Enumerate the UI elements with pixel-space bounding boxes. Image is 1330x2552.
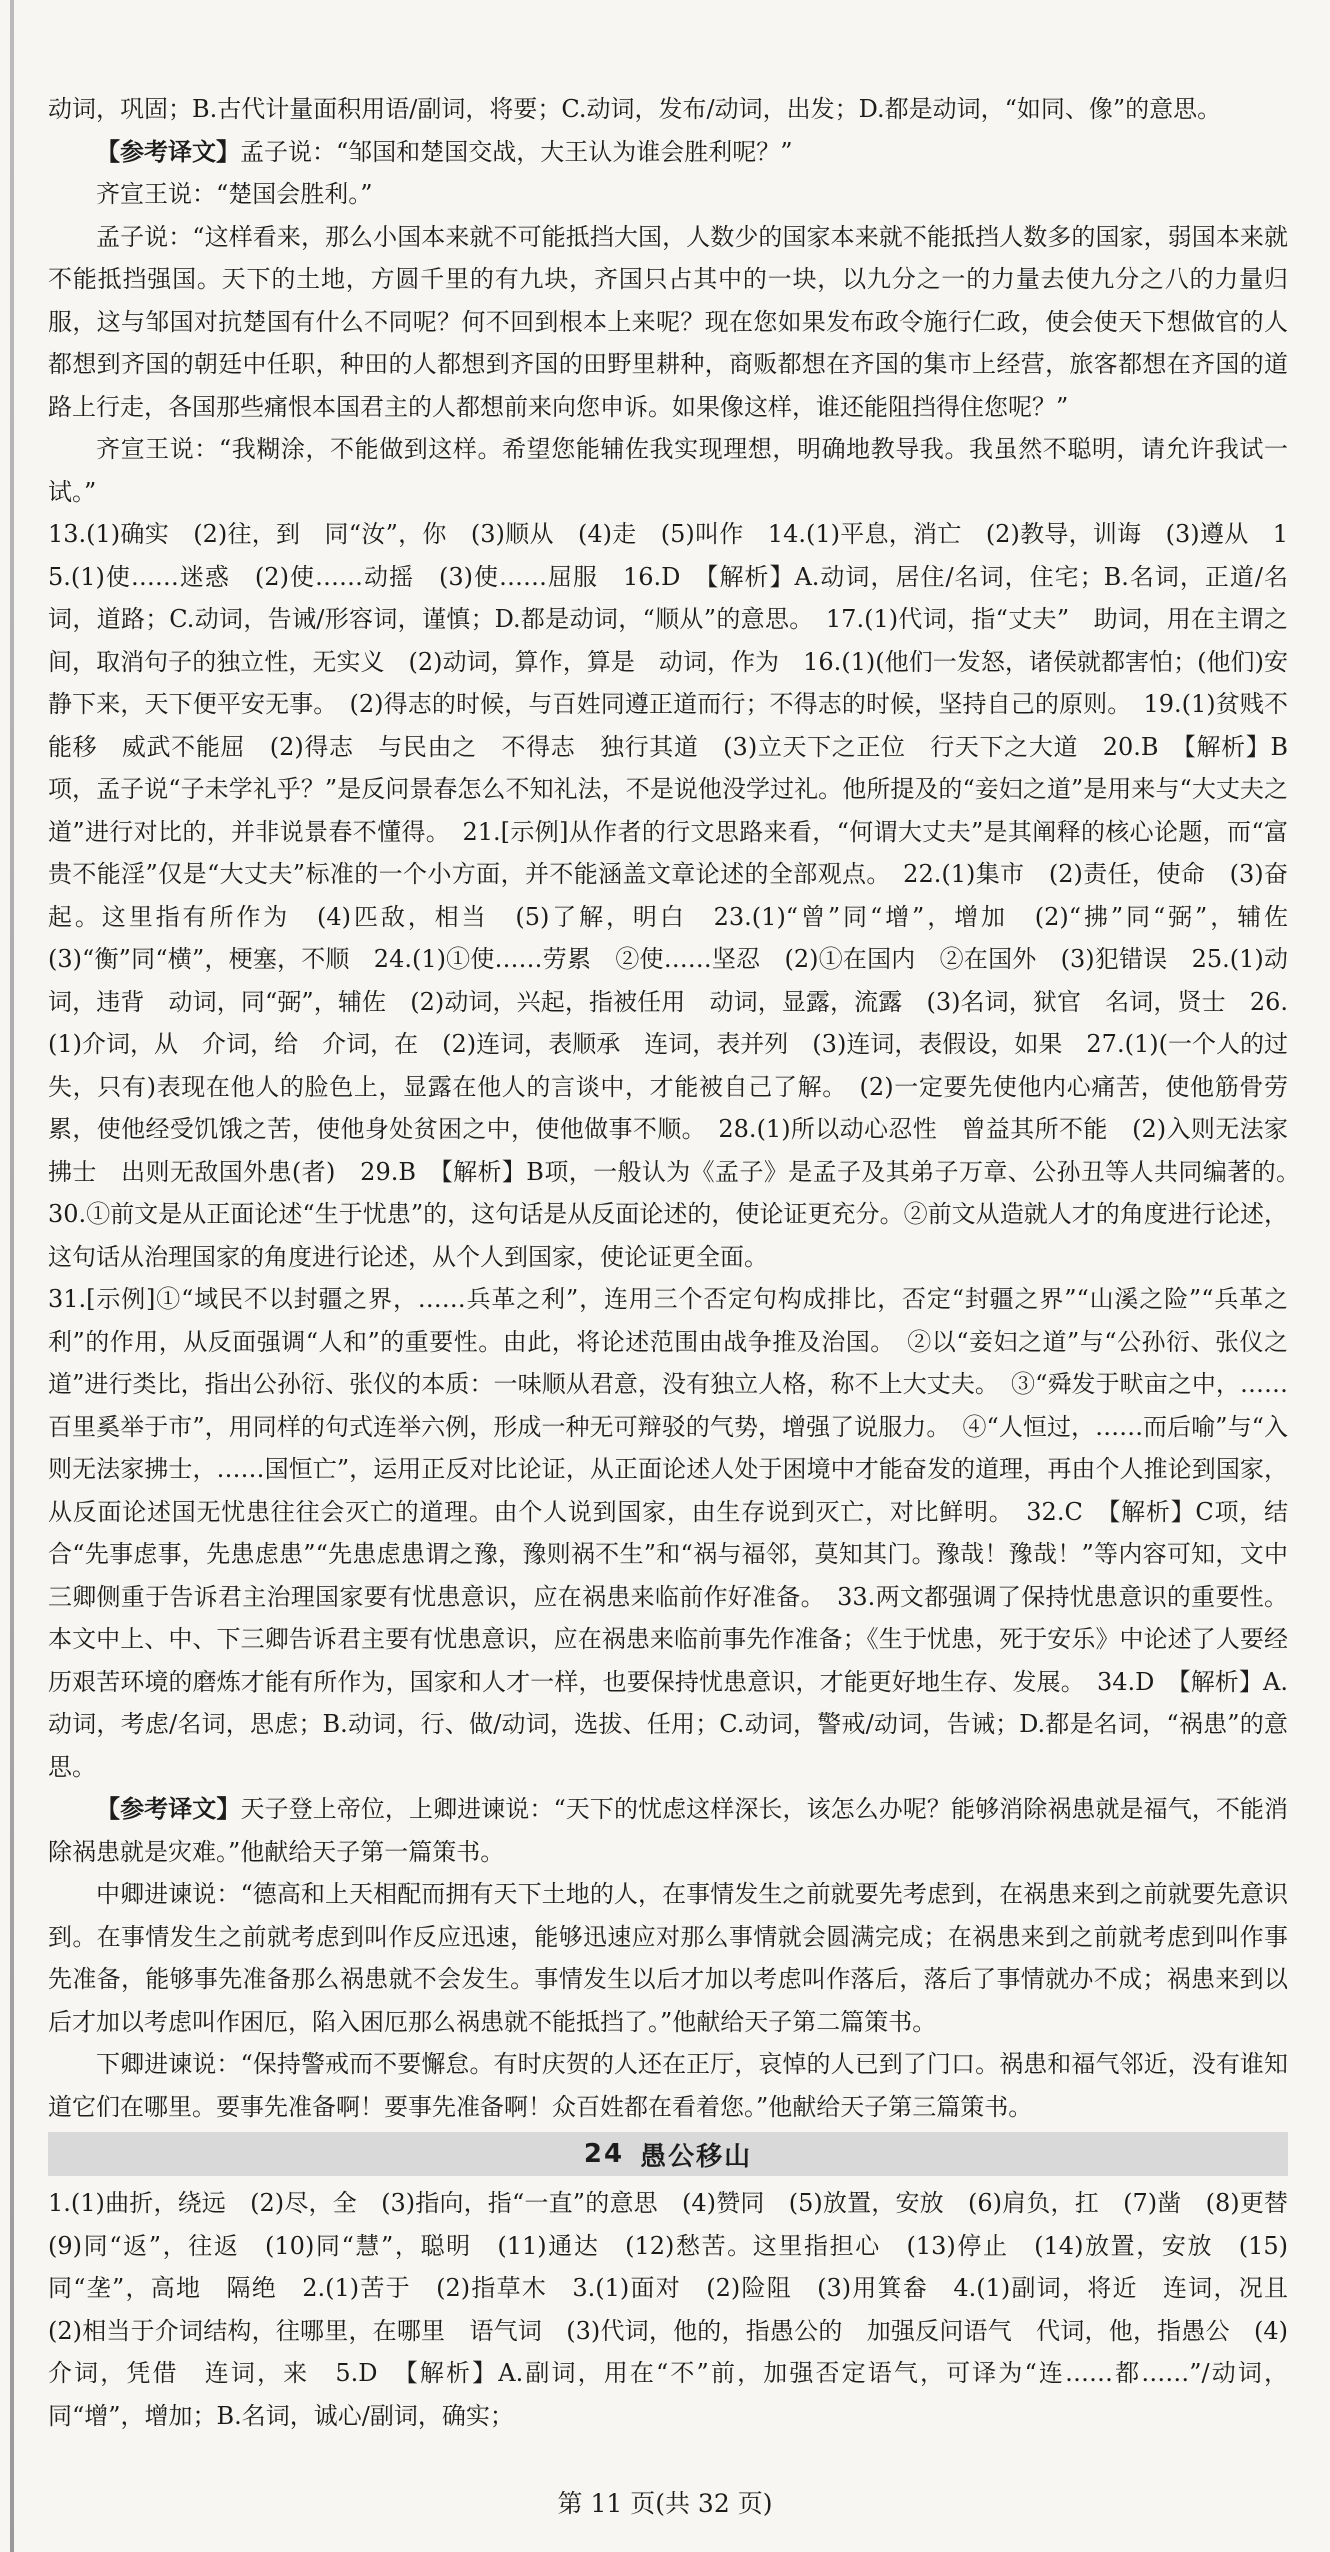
paragraph-text: 天子登上帝位，上卿进谏说：“天下的忧虑这样深长，该怎么办呢？能够消除祸患就是福气，不能消除祸患就是灾难。”他献给天子第一篇策书。 [48,1795,1288,1866]
paragraph [48,88,1288,131]
reference-translation-tag: 【参考译文】 [96,136,240,166]
answer-text-block-bottom [48,2182,1312,2437]
page-edge-line [10,0,14,2552]
paragraph-text: 31.[示例]①“域民不以封疆之界，……兵革之利”，连用三个否定句构成排比，否定“封疆之界”“山溪之险”“兵革之利”的作用，从反面强调“人和”的重要性。由此，将论述范围由战争推及治国。 ②以“妾妇之道”与“公孙衍、张仪之道”进行类比，指出公孙衍、张仪的本质：一味顺从君意，没有独立人格，称不上大丈夫。 ③“舜发于畎亩之中，……百里奚举于市”，用同样的句式连举六例，形成一种无可辩驳的气势，增强了说服力。 ④“人恒过，……而后喻”与“入则无法家拂士，……国恒亡”，运用正反对比论证，从正面论述人处于困境中才能奋发的道理，再由个人推论到国家，从反面论述国无忧患往往会灭亡的道理。由个人说到国家，由生存说到灭亡，对比鲜明。 32.C 【解析】C项，结合“先事虑事，先患虑患”“先患虑患谓之豫，豫则祸不生”和“祸与福邻，莫知其门。豫哉！豫哉！”等内容可知，文中三卿侧重于告诉君主治理国家要有忧患意识，应在祸患来临前作好准备。 33.两文都强调了保持忧患意识的重要性。本文中上、中、下三卿告诉君主要有忧患意识，应在祸患来临前事先作准备；《生于忧患，死于安乐》中论述了人要经历艰苦环境的磨炼才能有所作为，国家和人才一样，也要保持忧患意识，才能更好地生存、发展。 34.D 【解析】A.动词，考虑/名词，思虑；B.动词，行、做/动词，选拔、任用；C.动词，警戒/动词，告诫；D.都是名词，“祸患”的意思。 [48,1285,1288,1781]
reference-translation-tag: 【参考译文】 [96,1794,241,1823]
paragraph [48,131,1288,174]
paragraph [48,2182,1312,2437]
section-title: 愚公移山 [640,2141,753,2172]
paragraph-text: 13.(1)确实 (2)往，到 同“汝”，你 (3)顺从 (4)走 (5)叫作 14.(1)平息，消亡 (2)教导，训诲 (3)遵从 15.(1)使……迷惑 (2)使……动摇 (3)使……屈服 16.D 【解析】A.动词，居住/名词，住宅；B.名词，正道/名词，道路；C.动词，告诫/形容词，谨慎；D.都是动词，“顺从”的意思。 17.(1)代词，指“丈夫” 助词，用在主谓之间，取消句子的独立性，无实义 (2)动词，算作，算是 动词，作为 16.(1)(他们一发怒，诸侯就都害怕；(他们)安静下来，天下便平安无事。 (2)得志的时候，与百姓同遵正道而行；不得志的时候，坚持自己的原则。 19.(1)贫贱不能移 威武不能屈 (2)得志 与民由之 不得志 独行其道 (3)立天下之正位 行天下之大道 20.B 【解析】B项，孟子说“子未学礼乎？”是反问景春怎么不知礼法，不是说他没学过礼。他所提及的“妾妇之道”是用来与“大丈夫之道”进行对比的，并非说景春不懂得。 21.[示例]从作者的行文思路来看，“何谓大丈夫”是其阐释的核心论题，而“富贵不能淫”仅是“大丈夫”标准的一个小方面，并不能涵盖文章论述的全部观点。 22.(1)集市 (2)责任，使命 (3)奋起。这里指有所作为 (4)匹敌，相当 (5)了解，明白 23.(1)“曾”同“增”，增加 (2)“拂”同“弼”，辅佐 (3)“衡”同“横”，梗塞，不顺 24.(1)①使……劳累 ②使……坚忍 (2)①在国内 ②在国外 (3)犯错误 25.(1)动词，违背 动词，同“弼”，辅佐 (2)动词，兴起，指被任用 动词，显露，流露 (3)名词，狱官 名词，贤士 26.(1)介词，从 介词，给 介词，在 (2)连词，表顺承 连词，表并列 (3)连词，表假设，如果 27.(1)(一个人的过失，只有)表现在他人的脸色上，显露在他人的言谈中，才能被自己了解。 (2)一定要先使他内心痛苦，使他筋骨劳累，使他经受饥饿之苦，使他身处贫困之中，使他做事不顺。 28.(1)所以动心忍性 曾益其所不能 (2)入则无法家拂士 出则无敌国外患(者) 29.B 【解析】B项，一般认为《孟子》是孟子及其弟子万章、公孙丑等人共同编著的。 30.①前文是从正面论述“生于忧患”的，这句话是从反面论述的，使论证更充分。②前文从造就人才的角度进行论述，这句话从治理国家的角度进行论述，从个人到国家，使论证更全面。 [48,520,1312,1271]
paragraph-text: 下卿进谏说：“保持警戒而不要懈怠。有时庆贺的人还在正厅，哀悼的人已到了门口。祸患和福气邻近，没有谁知道它们在哪里。要事先准备啊！要事先准备啊！众百姓都在看着您。”他献给天子第三篇策书。 [48,2050,1288,2121]
answer-page [48,88,1312,2437]
paragraph [48,1278,1288,1788]
paragraph [48,1873,1288,2043]
paragraph [48,1788,1288,1873]
paragraph-text: 齐宣王说：“楚国会胜利。” [96,180,373,208]
section-header [48,2132,1288,2176]
answer-text-block-top [48,88,1312,2128]
paragraph [48,428,1288,513]
paragraph-text: 动词，巩固；B.古代计量面积用语/副词，将要；C.动词，发布/动词，出发；D.都是动词，“如同、像”的意思。 [48,95,1222,123]
paragraph-text: 孟子说：“邹国和楚国交战，大王认为谁会胜利呢？” [240,137,793,166]
section-number: 24 [583,2139,625,2169]
paragraph [48,2043,1288,2128]
paragraph [48,173,1288,216]
paragraph-text: 1.(1)曲折，绕远 (2)尽，全 (3)指向，指“一直”的意思 (4)赞同 (5)放置，安放 (6)肩负，扛 (7)凿 (8)更替 (9)同“返”，往返 (10)同“慧”，聪明 (11)通达 (12)愁苦。这里指担心 (13)停止 (14)放置，安放 (15)同“垄”，高地 隔绝 2.(1)苦于 (2)指草木 3.(1)面对 (2)险阻 (3)用箕畚 4.(1)副词，将近 连词，况且 (2)相当于介词结构，往哪里，在哪里 语气词 (3)代词，他的，指愚公的 加强反问语气 代词，他，指愚公 (4)介词，凭借 连词，来 5.D 【解析】A.副词，用在“不”前，加强否定语气，可译为“连……都……”/动词，同“增”，增加；B.名词，诚心/副词，确实； [48,2189,1312,2430]
paragraph-text: 孟子说：“这样看来，那么小国本来就不可能抵挡大国，人数少的国家本来就不能抵挡人数多的国家，弱国本来就不能抵挡强国。天下的土地，方圆千里的有九块，齐国只占其中的一块，以九分之一的力量去使九分之八的力量归服，这与邹国对抗楚国有什么不同呢？何不回到根本上来呢？现在您如果发布政令施行仁政，使会使天下想做官的人都想到齐国的朝廷中任职，种田的人都想到齐国的田野里耕种，商贩都想在齐国的集市上经营，旅客都想在齐国的道路上行走，各国那些痛恨本国君主的人都想前来向您申诉。如果像这样，谁还能阻挡得住您呢？” [48,222,1288,421]
paragraph-text: 齐宣王说：“我糊涂，不能做到这样。希望您能辅佐我实现理想，明确地教导我。我虽然不聪明，请允许我试一试。” [48,435,1288,506]
page-footer: 第 11 页(共 32 页) [557,2489,773,2518]
paragraph [48,216,1288,429]
paragraph-text: 中卿进谏说：“德高和上天相配而拥有天下土地的人，在事情发生之前就要先考虑到，在祸患来到之前就要先意识到。在事情发生之前就考虑到叫作反应迅速，能够迅速应对那么事情就会圆满完成；在祸患来到之前就考虑到叫作事先准备，能够事先准备那么祸患就不会发生。事情发生以后才加以考虑叫作落后，落后了事情就办不成；祸患来到以后才加以考虑叫作困厄，陷入困厄那么祸患就不能抵挡了。”他献给天子第二篇策书。 [48,1880,1288,2036]
paragraph [48,513,1312,1278]
